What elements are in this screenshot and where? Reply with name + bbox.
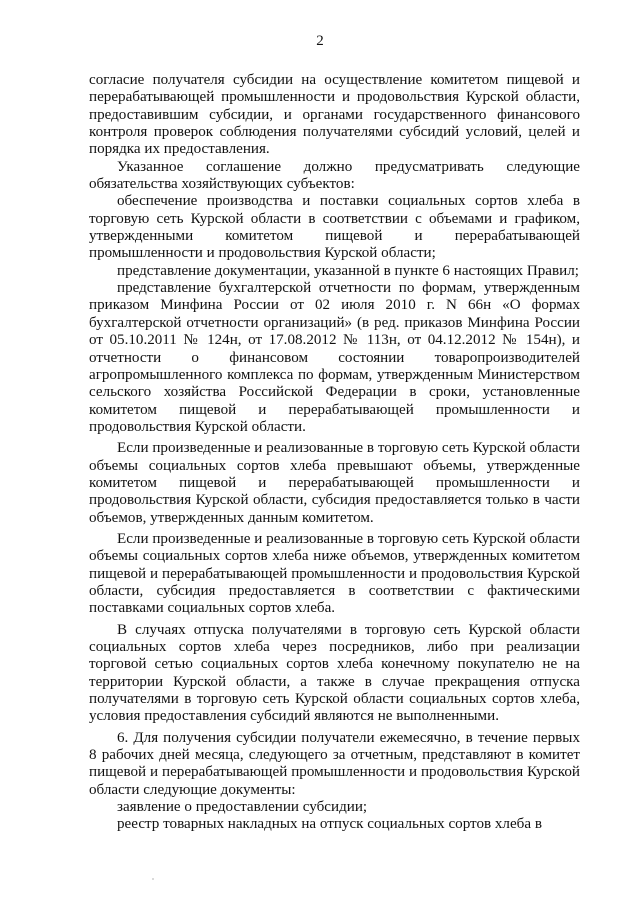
scan-speck	[152, 878, 154, 880]
paragraph-application: заявление о предоставлении субсидии;	[117, 799, 368, 816]
document-body	[89, 72, 580, 834]
paragraph-production-supply: обеспечение производства и поставки социальных сортов хлеба в торговую сеть Курской области в соответствии с объемами и графиком, утвержденными комитетом пищевой и перерабатывающей промышленности и продовольствия Курской области;	[89, 193, 580, 262]
paragraph-item-6: 6. Для получения субсидии получатели ежемесячно, в течение первых 8 рабочих дней месяца, следующего за отчетным, представляют в комитет пищевой и перерабатывающей промышленности и продовольствия Курской области следующие документы:	[89, 729, 580, 798]
paragraph-agreement-consent: согласие получателя субсидии на осуществление комитетом пищевой и перерабатывающей промышленности и продовольствия Курской области, предоставившим субсидии, и органами государственного финансового контроля проверок соблюдения получателями субсидий условий, целей и порядка их предоставления.	[89, 72, 580, 158]
page-number: 2	[316, 33, 324, 49]
paragraph-intermediaries: В случаях отпуска получателями в торговую сеть Курской области социальных сортов хлеба через посредников, либо при реализации торговой сетью социальных сортов хлеба конечному покупателю не на территории Курской области, а также в случае прекращения отпуска получателями в торговую сеть Курской области социальных сортов хлеба, условия предоставления субсидий являются не выполненными.	[89, 621, 580, 725]
paragraph-accounting-reports: представление бухгалтерской отчетности по формам, утвержденным приказом Минфина России от 02 июля 2010 г. N 66н «О формах бухгалтерской отчетности организаций» (в ред. приказов Минфина России от 05.10.2011 № 124н, от 17.08.2012 № 113н, от 04.12.2012 № 154н), и отчетности о финансовом состоянии товаропроизводителей агропромышленного комплекса по формам, утвержденным Министерством сельского хозяйства Российской Федерации в сроки, установленные комитетом пищевой и перерабатывающей промышленности и продовольствия Курской области.	[89, 280, 580, 435]
paragraph-agreement-obligations: Указанное соглашение должно предусматривать следующие обязательства хозяйствующих субъектов:	[89, 158, 580, 193]
paragraph-volumes-exceed: Если произведенные и реализованные в торговую сеть Курской области объемы социальных сортов хлеба превышают объемы, утвержденные комитетом пищевой и перерабатывающей промышленности и продовольствия Курской области, субсидия предоставляется только в части объемов, утвержденных данным комитетом.	[89, 440, 580, 526]
paragraph-invoice-register: реестр товарных накладных на отпуск социальных сортов хлеба в	[117, 816, 542, 833]
paragraph-volumes-below: Если произведенные и реализованные в торговую сеть Курской области объемы социальных сортов хлеба ниже объемов, утвержденных комитетом пищевой и перерабатывающей промышленности и продовольствия Курской области, субсидия предоставляется в соответствии с фактическими поставками социальных сортов хлеба.	[89, 530, 580, 617]
paragraph-documentation: представление документации, указанной в пункте 6 настоящих Правил;	[117, 262, 579, 279]
